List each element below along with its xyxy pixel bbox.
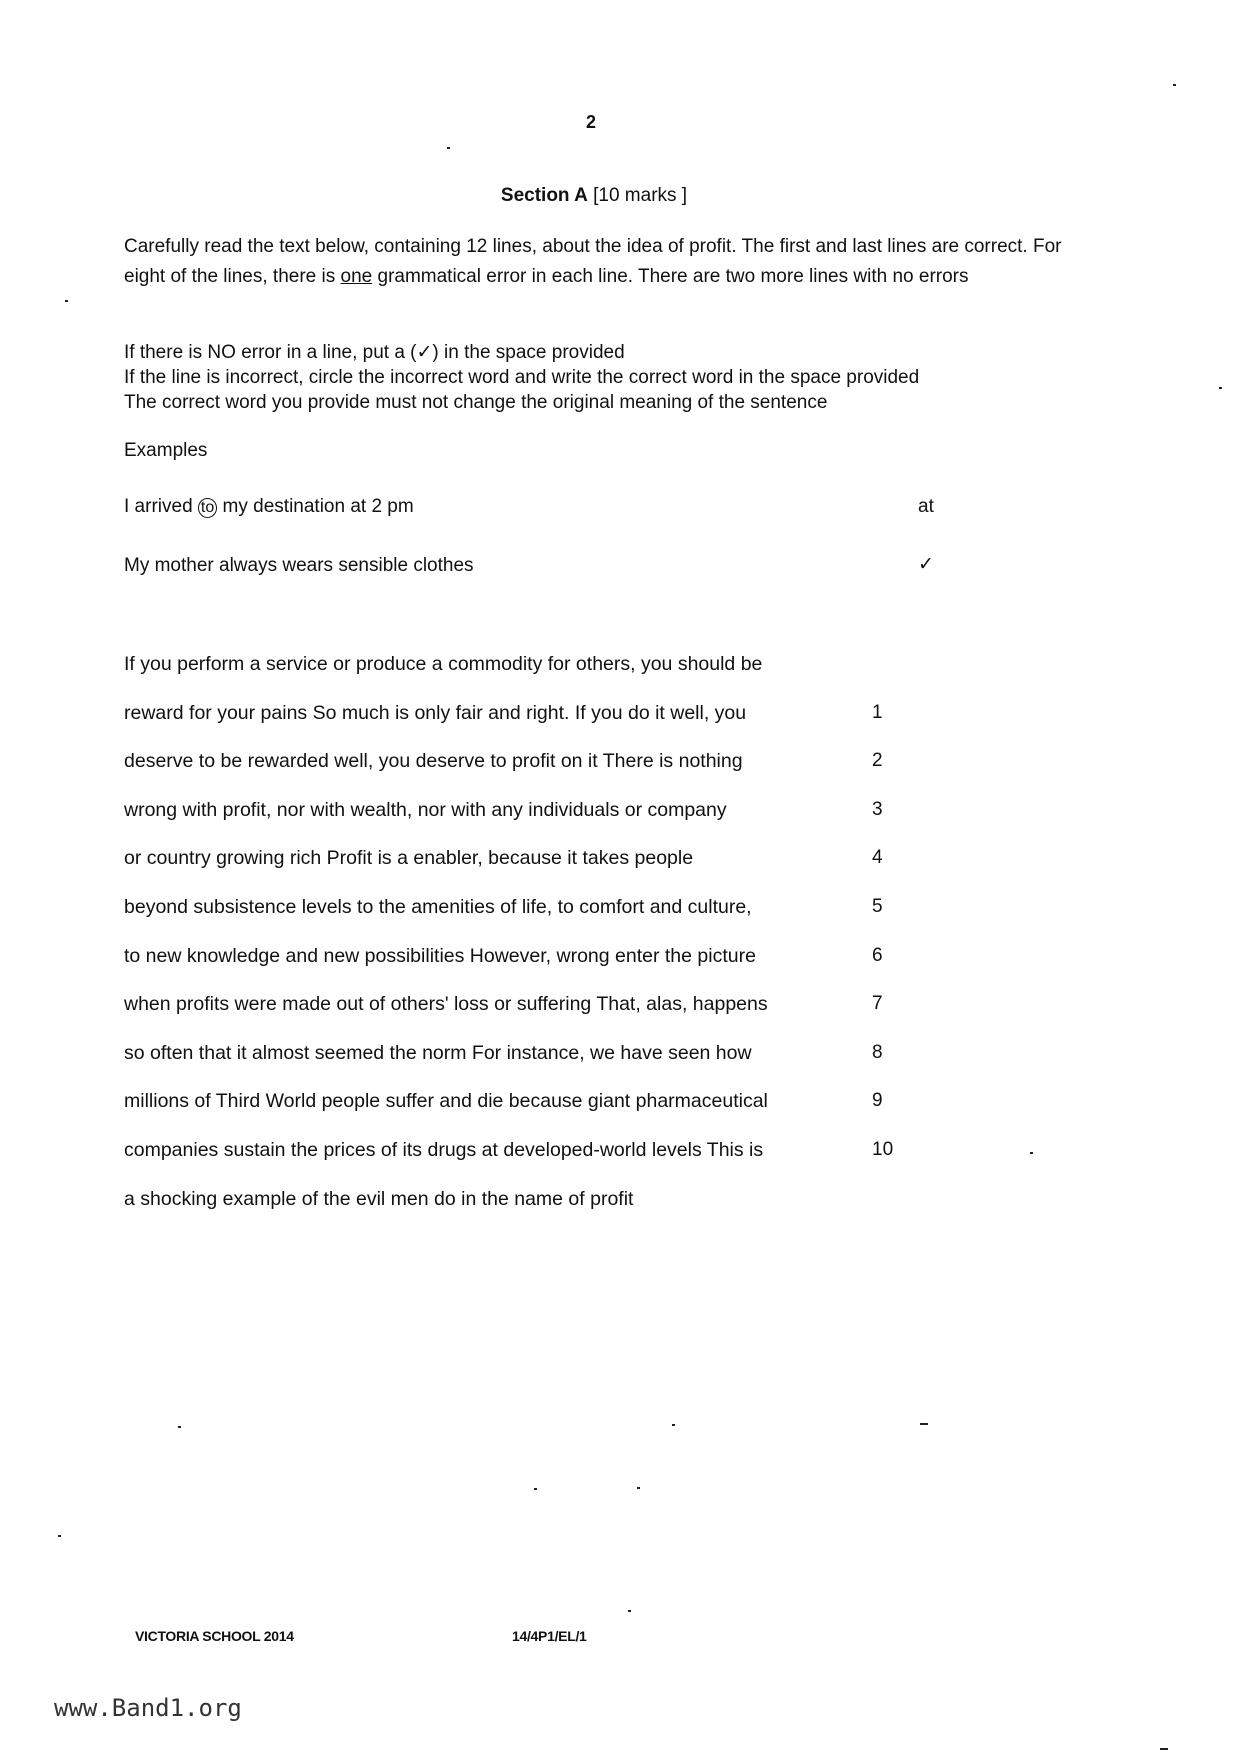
circled-word: to <box>198 498 217 518</box>
scan-speck <box>65 300 68 302</box>
example-line <box>124 496 414 518</box>
scan-speck <box>637 1487 640 1489</box>
watermark: www.Band1.org <box>54 1694 242 1722</box>
page-number: 2 <box>586 112 597 132</box>
passage-line: If you perform a service or produce a commodity for others, you should be <box>124 653 763 675</box>
instruction: If there is NO error in a line, put a (✓) in the space provided <box>124 342 625 363</box>
scan-speck <box>1219 387 1222 389</box>
scan-speck <box>447 147 450 149</box>
instructions <box>124 340 919 415</box>
example-answer-check: ✓ <box>918 554 934 575</box>
intro-text-end: grammatical error in each line. There are two more lines with no errors <box>372 265 969 287</box>
scan-speck <box>58 1535 61 1537</box>
line-number: 8 <box>872 1041 883 1063</box>
line-number: 2 <box>872 750 883 772</box>
line-number: 7 <box>872 993 883 1015</box>
scan-speck <box>1173 84 1176 86</box>
examples-label: Examples <box>124 440 208 461</box>
passage-line: wrong with profit, nor with wealth, nor with any individuals or company <box>124 798 727 821</box>
line-number: 5 <box>872 896 883 917</box>
section-title: Section A <box>500 185 588 206</box>
line-number: 1 <box>872 701 883 723</box>
intro-text: Carefully read the text below, containing 12 lines, about the idea of profit. The first and last lines are correct. For eight of the lines, there is <box>124 236 1062 287</box>
scan-speck <box>628 1610 631 1612</box>
instruction: The correct word you provide must not change the original meaning of the sentence <box>124 392 828 413</box>
section-heading <box>0 185 1188 207</box>
scan-speck <box>534 1488 537 1490</box>
passage-line: companies sustain the prices of its drugs at developed-world levels This is <box>124 1139 764 1161</box>
line-number: 4 <box>872 847 883 869</box>
footer-code: 14/4P1/EL/1 <box>512 1628 587 1644</box>
passage-line: deserve to be rewarded well, you deserve to profit on it There is nothing <box>124 750 743 773</box>
example-answer: at <box>918 496 934 517</box>
instruction: If the line is incorrect, circle the incorrect word and write the correct word in the space provided <box>124 367 920 388</box>
passage-line: millions of Third World people suffer and die because giant pharmaceutical <box>124 1090 768 1113</box>
line-number: 6 <box>872 944 883 966</box>
passage-line: when profits were made out of others' loss or suffering That, alas, happens <box>124 993 768 1016</box>
passage-line: a shocking example of the evil men do in the name of profit <box>124 1187 634 1210</box>
passage-line: so often that it almost seemed the norm For instance, we have seen how <box>124 1041 752 1064</box>
example-line: My mother always wears sensible clothes <box>124 555 474 576</box>
passage-line: reward for your pains So much is only fair and right. If you do it well, you <box>124 701 747 724</box>
intro-emphasis: one <box>340 265 373 287</box>
line-number: 3 <box>872 798 883 820</box>
example-text: I arrived <box>124 496 198 517</box>
line-number: 10 <box>872 1139 894 1160</box>
footer-school: VICTORIA SCHOOL 2014 <box>135 1628 294 1644</box>
passage-line: or country growing rich Profit is a enabler, because it takes people <box>124 847 694 870</box>
line-number: 9 <box>872 1090 883 1112</box>
scan-speck <box>1030 1152 1033 1154</box>
passage-line: to new knowledge and new possibilities However, wrong enter the picture <box>124 944 756 967</box>
passage-line: beyond subsistence levels to the amenities of life, to comfort and culture, <box>124 896 752 918</box>
section-marks: [10 marks ] <box>587 185 688 206</box>
scan-speck <box>672 1424 675 1426</box>
scan-speck <box>920 1423 928 1425</box>
intro-paragraph <box>124 232 1064 291</box>
scan-speck <box>178 1426 181 1428</box>
example-text: my destination at 2 pm <box>217 496 414 517</box>
scan-speck <box>1160 1748 1168 1750</box>
